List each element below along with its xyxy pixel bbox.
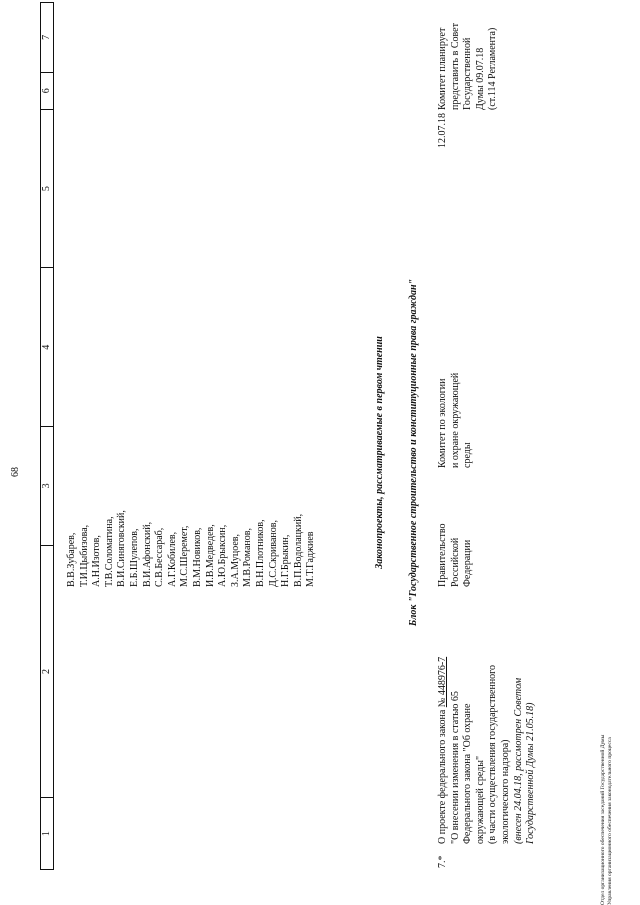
deputy-name: Т.И.Цыбизова,	[78, 524, 90, 587]
header-col-1: 1	[41, 797, 53, 869]
note-line: представить в Совет	[449, 23, 461, 110]
footer	[600, 735, 614, 905]
deputy-name: А.Н.Изотов,	[91, 535, 103, 587]
note-line: Государственной	[462, 37, 474, 110]
committee-line: среды	[462, 442, 474, 468]
deputy-name: Н.Г.Брыкин,	[280, 534, 292, 587]
deputy-name: В.В.Зубарев,	[66, 532, 77, 587]
note	[437, 23, 500, 110]
deputy-name: В.И.Афонский,	[141, 521, 153, 587]
bill-line: Федерального закона "Об охране	[462, 703, 474, 844]
deputy-name: В.П.Водолацкий,	[292, 513, 304, 587]
header-col-7: 7	[41, 34, 52, 40]
header-col-3: 3	[41, 426, 53, 545]
header-col-6: 6	[41, 72, 53, 109]
deputy-name: Д.С.Скриванов,	[267, 520, 279, 587]
deputy-name: Т.В.Соломатина,	[103, 516, 115, 587]
committee	[437, 373, 475, 468]
deputy-name: А.Ю.Брыксин,	[217, 524, 229, 587]
deputy-name: В.И.Синяговский,	[116, 510, 128, 587]
deputy-name: Е.Б.Шулепов,	[128, 528, 140, 587]
bill-description	[437, 634, 538, 844]
header-col-2: 2	[41, 545, 53, 797]
bill-line: Государственной Думы 21.05.18)	[525, 702, 537, 844]
footer-line: Управления организационного обеспечения законодательного процесса	[607, 737, 613, 905]
bill-number: № 448976-7	[437, 656, 448, 708]
item-number: 7.*	[437, 855, 448, 868]
committee-line: и охране окружающей	[449, 372, 461, 468]
footer-line: Отдел организационного обеспечения заседаний Государственной Думы	[600, 734, 606, 905]
deputy-name: В.М.Новиков,	[191, 527, 203, 587]
table-header	[40, 2, 54, 870]
header-col-5: 5	[41, 109, 53, 268]
deputies-list	[66, 510, 318, 587]
bill-line: (внесен 24.04.18, рассмотрен Советом	[512, 677, 524, 844]
deputy-name: М.Т.Гаджиев	[305, 531, 317, 587]
deputy-name: А.Г.Кобилев,	[166, 531, 178, 587]
deputy-name: И.В.Медведев,	[204, 524, 216, 587]
committee-line: Комитет по экологии	[437, 378, 448, 468]
date: 12.07.18	[437, 113, 448, 148]
block-title: Блок "Государственное строительство и конституционные права граждан"	[408, 278, 419, 627]
deputy-name: М.В.Романов,	[242, 528, 254, 587]
bill-line: экологического надзора)	[499, 739, 511, 844]
bill-line: окружающей среды"	[474, 755, 486, 844]
bill-line: (в части осуществления государственного	[487, 664, 499, 844]
initiator-line: Правительство	[437, 523, 448, 587]
deputy-name: З.А.Муцоев,	[229, 533, 241, 587]
note-line: Думы 09.07.18	[474, 47, 486, 110]
header-col-4: 4	[41, 267, 53, 426]
section-title: Законопроекты, рассматриваемые в первом чтении	[374, 336, 385, 569]
initiator	[437, 523, 475, 587]
deputy-name: С.В.Бессараб,	[154, 527, 166, 587]
deputy-name: М.С.Шеремет,	[179, 525, 191, 587]
page-number: 68	[10, 467, 21, 477]
initiator-line: Российской	[449, 537, 461, 587]
initiator-line: Федерации	[462, 539, 474, 587]
deputy-name: В.Н.Плотников,	[254, 519, 266, 587]
note-line: (ст.114 Регламента)	[487, 27, 499, 110]
bill-line: О проекте федерального закона № 448976-7	[437, 656, 448, 844]
note-line: Комитет планирует	[437, 27, 448, 110]
bill-line: "О внесении изменения в статью 65	[449, 691, 461, 844]
